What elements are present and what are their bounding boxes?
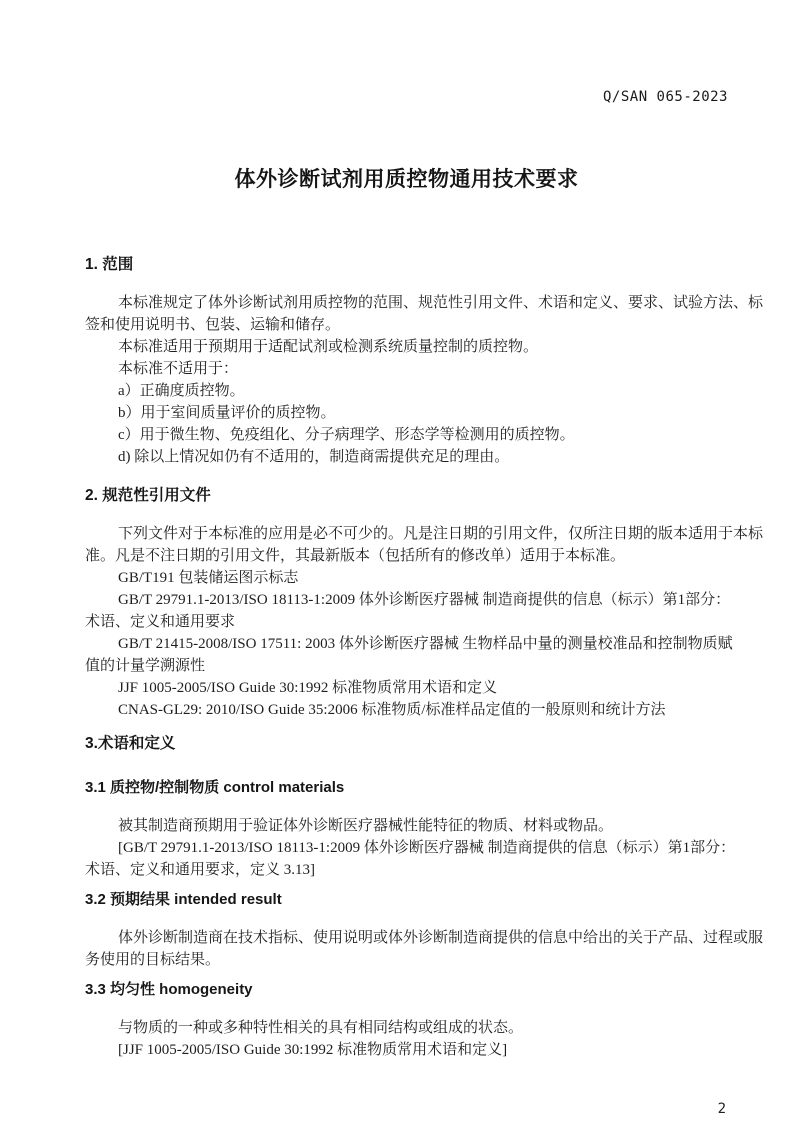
list-item-b: b）用于室间质量评价的质控物。 <box>118 405 336 421</box>
reference-item-continuation: 术语、定义和通用要求 <box>85 614 236 630</box>
section-scope <box>85 255 764 468</box>
subsection-3-3-body <box>85 1017 728 1061</box>
subsection-3-3-heading: 3.3 均匀性 homogeneity <box>85 981 253 998</box>
reference-item: GB/T 21415-2008/ISO 17511: 2003 体外诊断医疗器械 生物样品中量的测量校准品和控制物质赋 <box>118 636 733 652</box>
subsection-3-2-body <box>85 927 764 971</box>
page-number: 2 <box>717 1101 726 1117</box>
subsection-3-1-body <box>85 815 736 881</box>
body-line: 被其制造商预期用于验证体外诊断医疗器械性能特征的物质、材料或物品。 <box>118 818 614 834</box>
citation-line: [GB/T 29791.1-2013/ISO 18113-1:2009 体外诊断医疗器械 制造商提供的信息（标示）第1部分： <box>118 840 736 856</box>
subsection-3-1-heading: 3.1 质控物/控制物质 control materials <box>85 779 345 796</box>
citation-line: [JJF 1005-2005/ISO Guide 30:1992 标准物质常用术语和定义] <box>118 1042 508 1058</box>
body-line: 下列文件对于本标准的应用是必不可少的。凡是注日期的引用文件，仅所注日期的版本适用于本标 <box>118 526 764 542</box>
section-2-heading: 2. 规范性引用文件 <box>85 487 211 504</box>
reference-item: GB/T 29791.1-2013/ISO 18113-1:2009 体外诊断医疗器械 制造商提供的信息（标示）第1部分： <box>118 592 731 608</box>
doc-code: Q/SAN 065-2023 <box>602 89 728 105</box>
reference-item-continuation: 值的计量学溯源性 <box>85 658 206 674</box>
list-item-d: d) 除以上情况如仍有不适用的，制造商需提供充足的理由。 <box>118 449 510 465</box>
body-line: 务使用的目标结果。 <box>85 952 221 968</box>
subsection-intended-result <box>85 890 764 971</box>
section-1-body <box>85 292 764 468</box>
section-terms-definitions <box>85 734 764 1061</box>
body-line: 准。凡是不注日期的引用文件，其最新版本（包括所有的修改单）适用于本标准。 <box>85 548 626 564</box>
section-normative-references <box>85 486 764 721</box>
body-line: 体外诊断制造商在技术指标、使用说明或体外诊断制造商提供的信息中给出的关于产品、过程或服 <box>118 930 764 946</box>
reference-item: GB/T191 包装储运图示标志 <box>118 570 299 586</box>
body-line: 本标准适用于预期用于适配试剂或检测系统质量控制的质控物。 <box>118 339 539 355</box>
subsection-homogeneity <box>85 980 728 1061</box>
body-line: 与物质的一种或多种特性相关的具有相同结构或组成的状态。 <box>118 1020 524 1036</box>
reference-item: CNAS-GL29: 2010/ISO Guide 35:2006 标准物质/标准样品定值的一般原则和统计方法 <box>118 702 666 718</box>
section-3-heading: 3.术语和定义 <box>85 735 176 752</box>
citation-line-continuation: 术语、定义和通用要求，定义 3.13] <box>85 862 315 878</box>
section-2-body <box>85 523 764 721</box>
reference-item: JJF 1005-2005/ISO Guide 30:1992 标准物质常用术语和定义 <box>118 680 498 696</box>
body-line: 本标准规定了体外诊断试剂用质控物的范围、规范性引用文件、术语和定义、要求、试验方法、标 <box>118 295 764 311</box>
subsection-control-materials <box>85 778 736 881</box>
body-line: 签和使用说明书、包装、运输和储存。 <box>85 317 341 333</box>
body-line: 本标准不适用于： <box>118 361 239 377</box>
list-item-c: c）用于微生物、免疫组化、分子病理学、形态学等检测用的质控物。 <box>118 427 575 443</box>
subsection-3-2-heading: 3.2 预期结果 intended result <box>85 891 282 908</box>
section-1-heading: 1. 范围 <box>85 256 134 273</box>
list-item-a: a）正确度质控物。 <box>118 383 245 399</box>
document-header <box>85 88 728 105</box>
document-title: 体外诊断试剂用质控物通用技术要求 <box>234 168 579 191</box>
